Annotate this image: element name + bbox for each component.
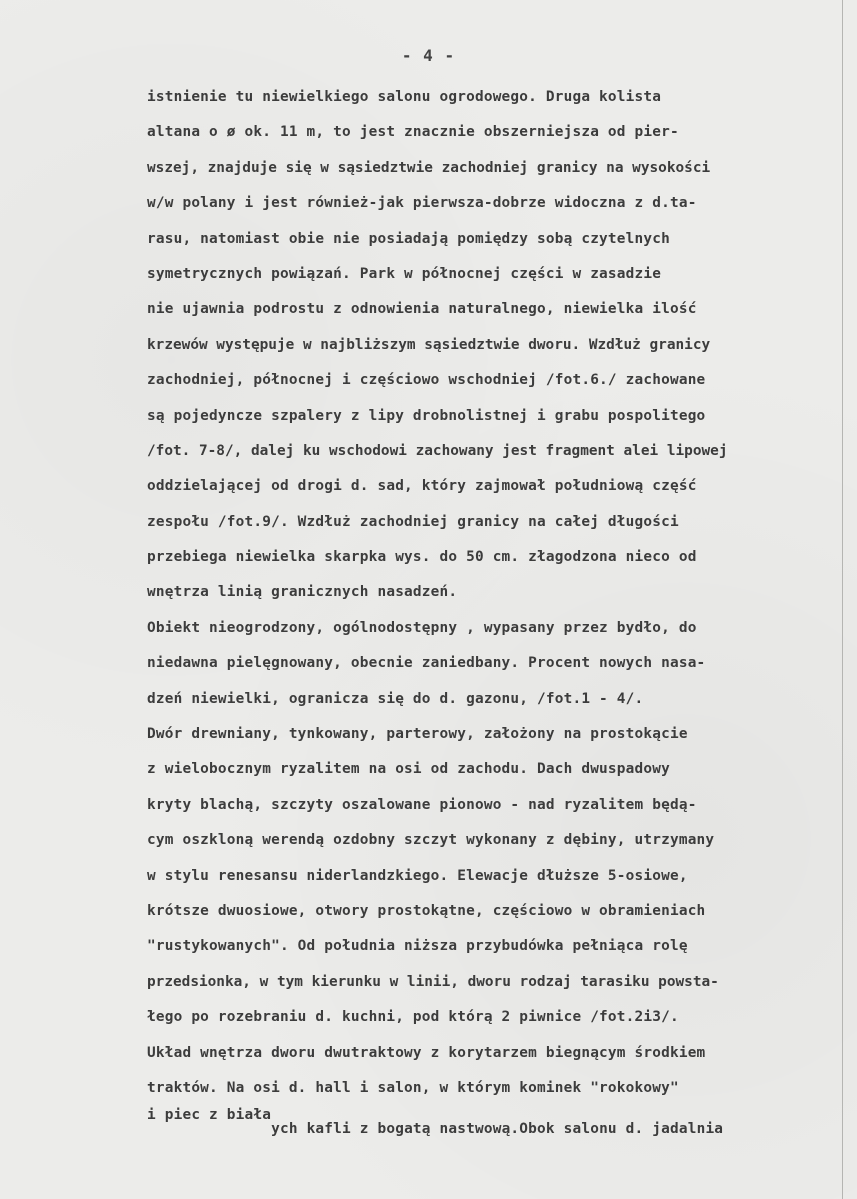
text-line: krótsze dwuosiowe, otwory prostokątne, częściowo w obramieniach — [147, 902, 706, 919]
text-line: dzeń niewielki, ogranicza się do d. gazonu, /fot.1 - 4/. — [147, 690, 644, 707]
text-line: przebiega niewielka skarpka wys. do 50 cm. złagodzona nieco od — [147, 549, 697, 566]
text-line: z wielobocznym ryzalitem na osi od zachodu. Dach dwuspadowy — [147, 761, 670, 778]
text-line: altana o ø ok. 11 m, to jest znacznie obszerniejsza od pier- — [147, 124, 679, 141]
text-line: w stylu renesansu niderlandzkiego. Elewacje dłuższe 5-osiowe, — [147, 867, 688, 884]
text-line: wszej, znajduje się w sąsiedztwie zachodniej granicy na wysokości — [147, 159, 711, 176]
text-fragment-low: ych kafli z bogatą nastwową.Obok salonu d. jadalnia — [271, 1121, 724, 1138]
text-line: Układ wnętrza dworu dwutraktowy z korytarzem biegnącym środkiem — [147, 1044, 706, 1061]
text-fragment-raised: i piec z biała — [147, 1107, 272, 1124]
body-text — [147, 82, 847, 1144]
text-line: nie ujawnia podrostu z odnowienia naturalnego, niewielka ilość — [147, 301, 697, 318]
text-line: są pojedyncze szpalery z lipy drobnolistnej i grabu pospolitego — [147, 407, 706, 424]
text-line: kryty blachą, szczyty oszalowane pionowo - nad ryzalitem będą- — [147, 796, 697, 813]
text-line: "rustykowanych". Od południa niższa przybudówka pełniąca rolę — [147, 938, 688, 955]
text-line: traktów. Na osi d. hall i salon, w którym kominek "rokokowy" — [147, 1079, 679, 1096]
text-line: /fot. 7-8/, dalej ku wschodowi zachowany jest fragment alei lipowej — [147, 442, 728, 459]
text-line: krzewów występuje w najbliższym sąsiedztwie dworu. Wzdłuż granicy — [147, 336, 711, 353]
text-line: cym oszkloną werendą ozdobny szczyt wykonany z dębiny, utrzymany — [147, 832, 715, 849]
text-line: niedawna pielęgnowany, obecnie zaniedbany. Procent nowych nasa- — [147, 655, 706, 672]
text-line: zachodniej, północnej i częściowo wschodniej /fot.6./ zachowane — [147, 372, 706, 389]
text-line: Dwór drewniany, tynkowany, parterowy, założony na prostokącie — [147, 726, 688, 743]
text-line-last — [147, 1108, 847, 1143]
text-line: istnienie tu niewielkiego salonu ogrodowego. Druga kolista — [147, 89, 662, 105]
page-number: - 4 - — [401, 46, 456, 65]
text-line: przedsionka, w tym kierunku w linii, dworu rodzaj tarasiku powsta- — [147, 973, 719, 990]
text-line: zespołu /fot.9/. Wzdłuż zachodniej granicy na całej długości — [147, 513, 679, 530]
text-line: wnętrza linią granicznych nasadzeń. — [147, 584, 458, 601]
text-line: Obiekt nieogrodzony, ogólnodostępny , wypasany przez bydło, do — [147, 619, 697, 636]
text-line: symetrycznych powiązań. Park w północnej części w zasadzie — [147, 265, 662, 282]
text-line: oddzielającej od drogi d. sad, który zajmował południową część — [147, 478, 697, 495]
text-line: rasu, natomiast obie nie posiadają pomiędzy sobą czytelnych — [147, 230, 670, 247]
text-line: łego po rozebraniu d. kuchni, pod którą 2 piwnice /fot.2i3/. — [147, 1009, 679, 1026]
text-line: w/w polany i jest również-jak pierwsza-dobrze widoczna z d.ta- — [147, 195, 697, 212]
